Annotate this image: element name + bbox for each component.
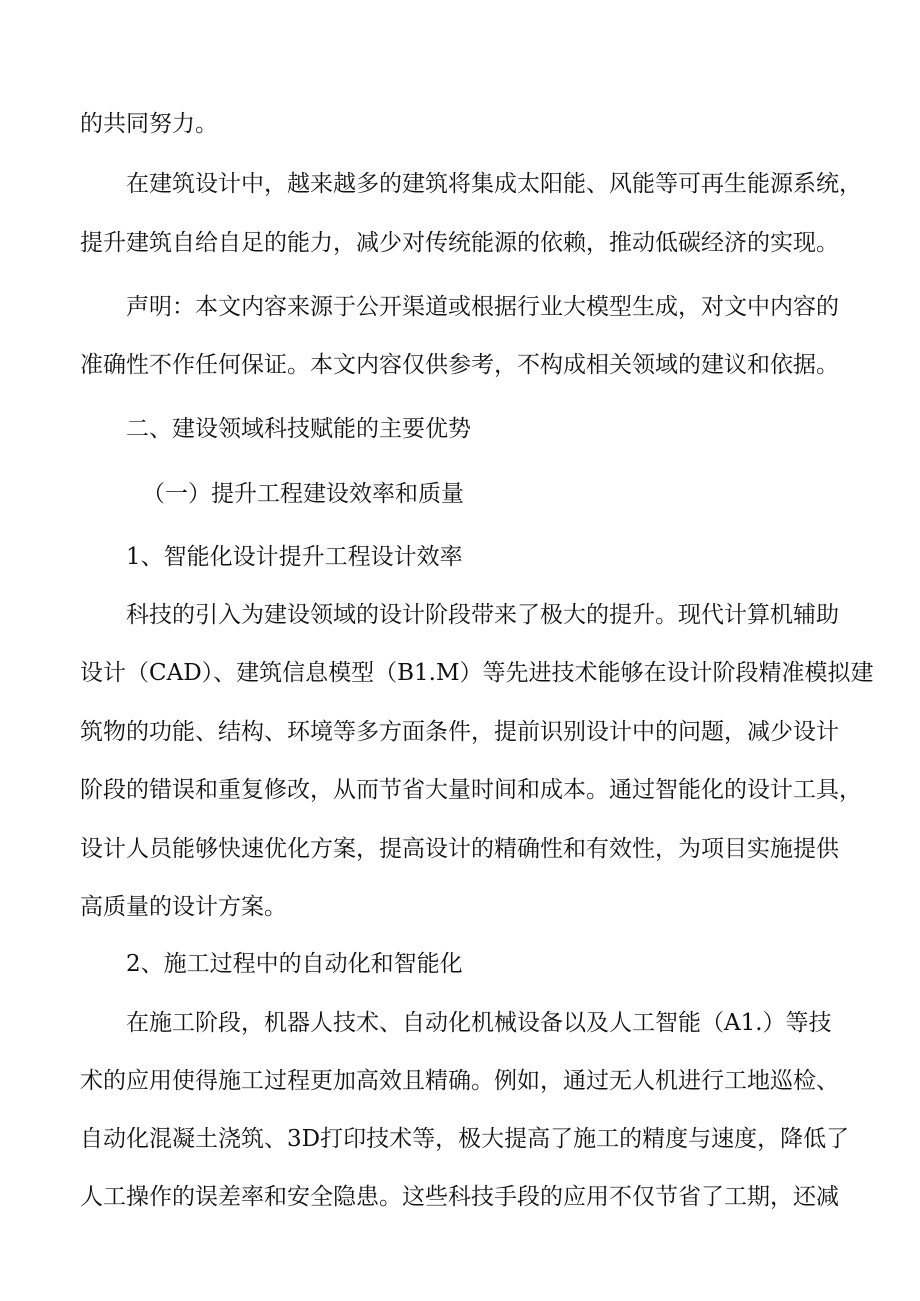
paragraph-line: 自动化混凝土浇筑、3D打印技术等，极大提高了施工的精度与速度，降低了 [80, 1126, 850, 1152]
paragraph-line: 科技的引入为建设领域的设计阶段带来了极大的提升。现代计算机辅助 [126, 602, 839, 628]
paragraph-line: 人工操作的误差率和安全隐患。这些科技手段的应用不仅节省了工期，还减 [80, 1184, 839, 1210]
item-heading: 2、施工过程中的自动化和智能化 [126, 951, 463, 977]
paragraph-line: 设计人员能够快速优化方案，提高设计的精确性和有效性，为项目实施提供 [80, 836, 839, 862]
paragraph-line: 高质量的设计方案。 [80, 894, 287, 920]
section-heading: 二、建设领域科技赋能的主要优势 [126, 416, 471, 442]
paragraph-end-line: 的共同努力。 [80, 111, 218, 137]
paragraph-line: 在施工阶段，机器人技术、自动化机械设备以及人工智能（A1.）等技 [126, 1010, 832, 1036]
paragraph-line: 设计（CAD）、建筑信息模型（B1.M）等先进技术能够在设计阶段精准模拟建 [80, 660, 874, 686]
subsection-heading: （一）提升工程建设效率和质量 [142, 481, 464, 507]
paragraph-line: 筑物的功能、结构、环境等多方面条件，提前识别设计中的问题，减少设计 [80, 719, 839, 745]
paragraph-line: 提升建筑自给自足的能力，减少对传统能源的依赖，推动低碳经济的实现。 [80, 230, 839, 256]
paragraph-line: 阶段的错误和重复修改，从而节省大量时间和成本。通过智能化的设计工具， [80, 777, 862, 803]
item-heading: 1、智能化设计提升工程设计效率 [126, 544, 463, 570]
paragraph-line: 术的应用使得施工过程更加高效且精确。例如，通过无人机进行工地巡检、 [80, 1068, 839, 1094]
disclaimer-line: 准确性不作任何保证。本文内容仅供参考，不构成相关领域的建议和依据。 [80, 352, 839, 378]
disclaimer-line: 声明：本文内容来源于公开渠道或根据行业大模型生成，对文中内容的 [126, 294, 839, 320]
paragraph-line: 在建筑设计中，越来越多的建筑将集成太阳能、风能等可再生能源系统， [126, 171, 862, 197]
